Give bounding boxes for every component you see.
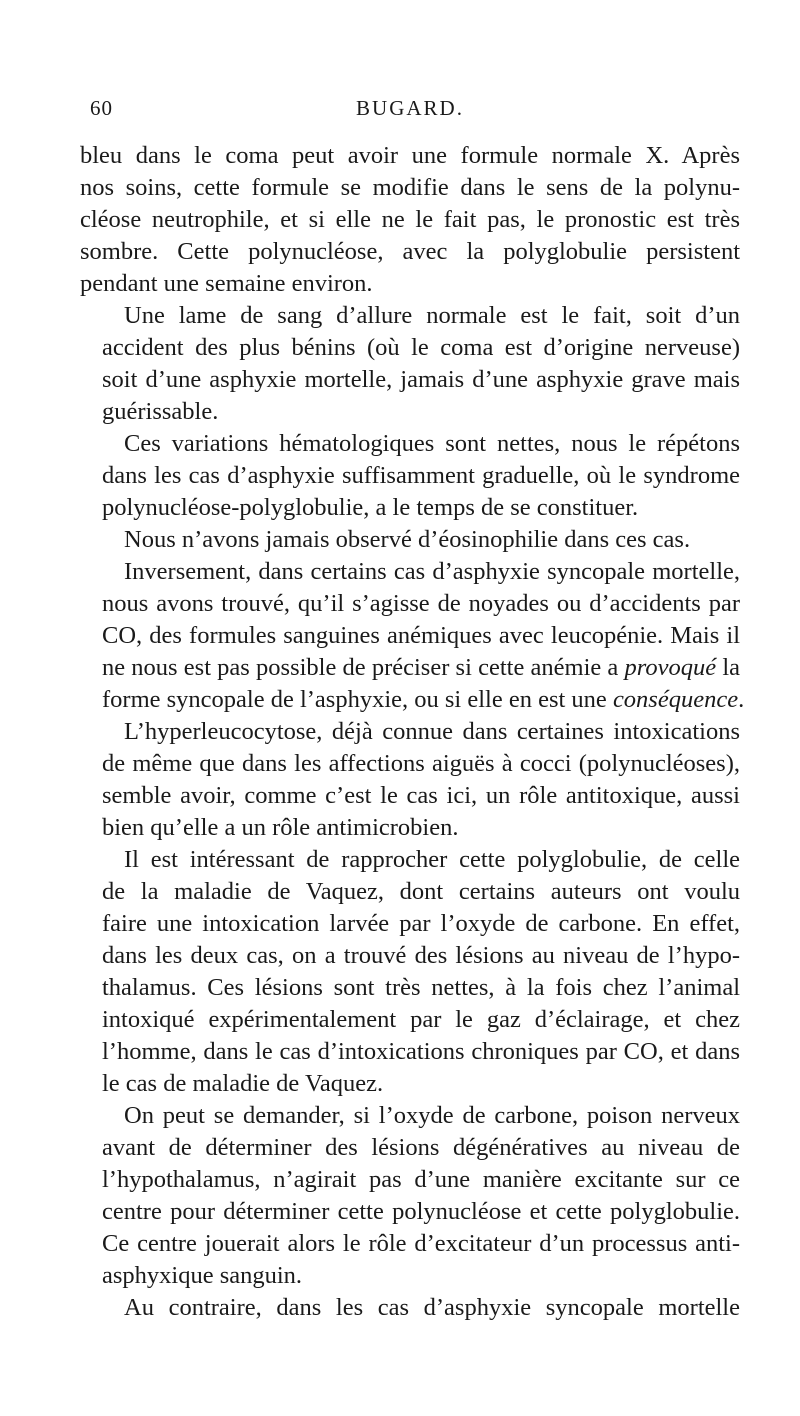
text-segment: .: [738, 686, 745, 713]
text-line: cléose neutrophile, et si elle ne le fait pas, le pronostic est très: [80, 206, 740, 233]
text-line: guérissable.: [102, 398, 219, 425]
paragraph: [80, 524, 740, 556]
text-line: l’homme, dans le cas d’intoxications chroniques par CO, et dans: [102, 1038, 740, 1065]
text-line: L’hyperleucocytose, déjà connue dans certaines intoxications: [124, 718, 740, 745]
text-line: semble avoir, comme c’est le cas ici, un rôle antitoxique, aussi: [102, 782, 740, 809]
text-line: centre pour déterminer cette polynucléose et cette polyglobulie.: [102, 1198, 740, 1225]
text-line: avant de déterminer des lésions dégénératives au niveau de: [102, 1134, 740, 1161]
text-line: dans les deux cas, on a trouvé des lésions au niveau de l’hypo-: [102, 942, 740, 969]
text-line: sombre. Cette polynucléose, avec la polyglobulie persistent: [80, 238, 740, 265]
body-text: [80, 140, 745, 1324]
text-line: soit d’une asphyxie mortelle, jamais d’une asphyxie grave mais: [102, 366, 740, 393]
text-line: de la maladie de Vaquez, dont certains auteurs ont voulu: [102, 878, 740, 905]
text-line: bien qu’elle a un rôle antimicrobien.: [102, 814, 459, 841]
text-line: faire une intoxication larvée par l’oxyde de carbone. En effet,: [102, 910, 740, 937]
text-line: dans les cas d’asphyxie suffisamment graduelle, où le syndrome: [102, 462, 740, 489]
text-segment: la: [716, 654, 740, 681]
text-line: Au contraire, dans les cas d’asphyxie syncopale mortelle: [124, 1294, 740, 1321]
paragraph: [80, 844, 740, 1100]
text-line: Une lame de sang d’allure normale est le fait, soit d’un: [124, 302, 740, 329]
paragraph: [80, 140, 740, 300]
paragraph: [80, 1100, 740, 1292]
running-head: BUGARD.: [356, 96, 464, 120]
paragraph: [80, 428, 740, 524]
page-header: [90, 96, 730, 126]
page-number: 60: [90, 96, 113, 120]
text-line: Nous n’avons jamais observé d’éosinophilie dans ces cas.: [124, 526, 691, 553]
italic-word: provoqué: [624, 654, 717, 681]
text-line: nous avons trouvé, qu’il s’agisse de noyades ou d’accidents par: [102, 590, 740, 617]
paragraph: [80, 300, 740, 428]
text-line: accident des plus bénins (où le coma est d’origine nerveuse): [102, 334, 740, 361]
text-line: asphyxique sanguin.: [102, 1262, 303, 1289]
text-line: CO, des formules sanguines anémiques avec leucopénie. Mais il: [102, 622, 740, 649]
text-line: bleu dans le coma peut avoir une formule normale X. Après: [80, 142, 740, 169]
text-segment: ne nous est pas possible de préciser si cette anémie a: [102, 654, 625, 681]
text-line: Il est intéressant de rapprocher cette polyglobulie, de celle: [124, 846, 740, 873]
text-line: intoxiqué expérimentalement par le gaz d’éclairage, et chez: [102, 1006, 740, 1033]
text-line: [80, 684, 745, 716]
text-line: Inversement, dans certains cas d’asphyxie syncopale mortelle,: [124, 558, 740, 585]
text-line: pendant une semaine environ.: [80, 270, 373, 297]
paragraph: [80, 716, 740, 844]
paragraph: [80, 1292, 740, 1324]
text-line: l’hypothalamus, n’agirait pas d’une manière excitante sur ce: [102, 1166, 740, 1193]
text-line: thalamus. Ces lésions sont très nettes, à la fois chez l’animal: [102, 974, 740, 1001]
text-line: On peut se demander, si l’oxyde de carbone, poison nerveux: [124, 1102, 740, 1129]
text-line: polynucléose-polyglobulie, a le temps de se constituer.: [102, 494, 639, 521]
text-line: Ces variations hématologiques sont nettes, nous le répétons: [124, 430, 740, 457]
text-line: de même que dans les affections aiguës à cocci (polynucléoses),: [102, 750, 740, 777]
text-line: Ce centre jouerait alors le rôle d’excitateur d’un processus anti-: [102, 1230, 740, 1257]
italic-word: conséquence: [612, 686, 739, 713]
text-segment: forme syncopale de l’asphyxie, ou si elle en est une: [102, 686, 613, 713]
paragraph: [80, 556, 745, 716]
text-line: [80, 652, 740, 684]
text-line: le cas de maladie de Vaquez.: [102, 1070, 384, 1097]
text-line: nos soins, cette formule se modifie dans le sens de la polynu-: [80, 174, 740, 201]
